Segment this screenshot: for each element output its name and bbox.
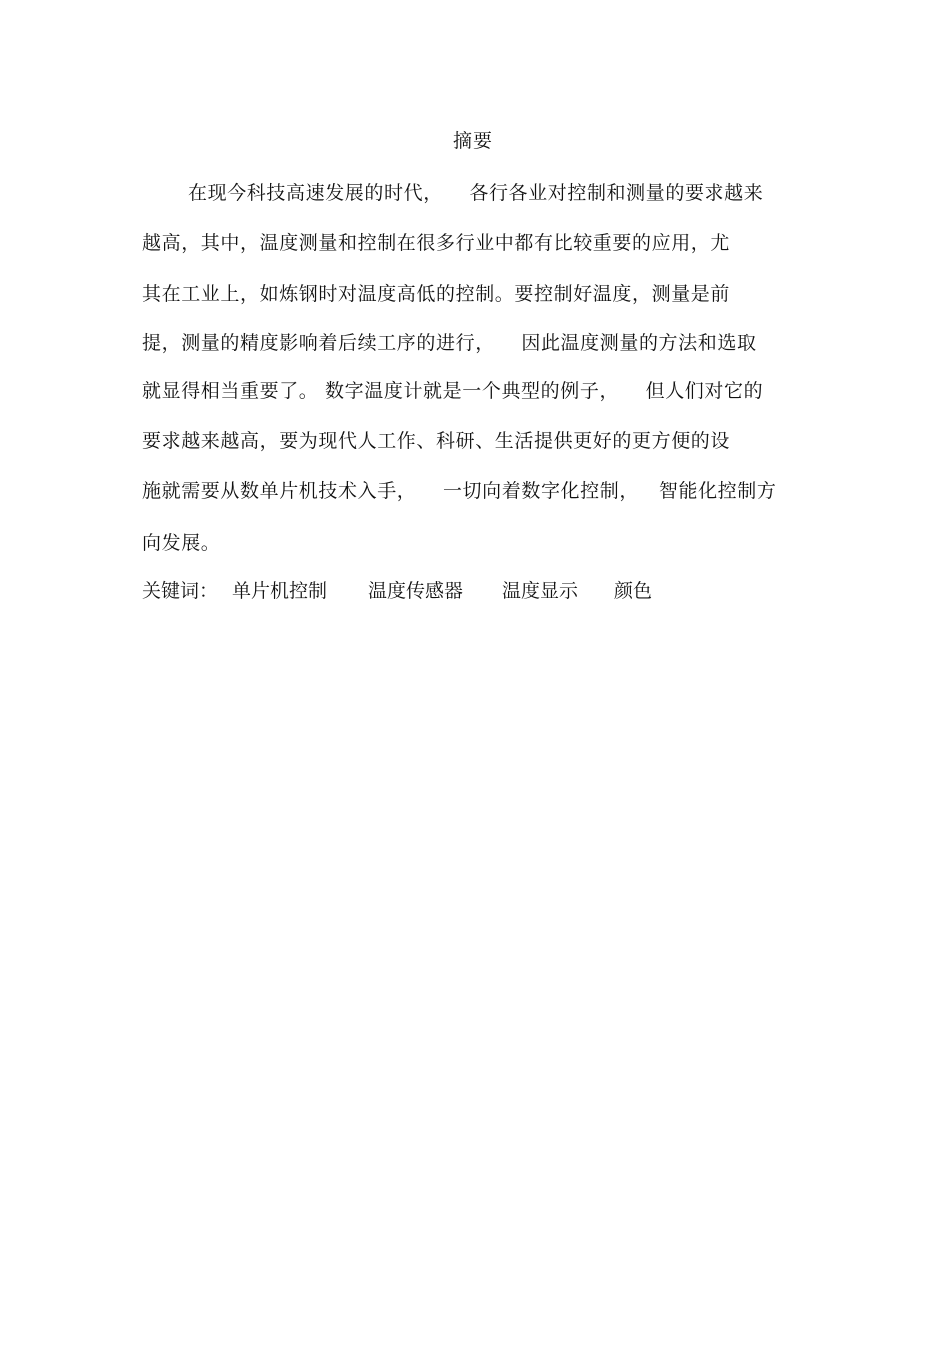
paragraph-line-7: 施就需要从数单片机技术入手， 一切向着数字化控制， 智能化控制方 <box>142 480 777 502</box>
keywords-row <box>142 578 653 760</box>
paragraph-line-1: 在现今科技高速发展的时代， 各行各业对控制和测量的要求越来 <box>188 182 764 204</box>
paragraph-line-4: 提，测量的精度影响着后续工序的进行， 因此温度测量的方法和选取 <box>142 332 757 354</box>
keyword-item: 颜色 <box>614 580 653 602</box>
paragraph-line-8: 向发展。 <box>142 532 221 554</box>
page-title: 摘要 <box>452 130 493 152</box>
keyword-item: 温度显示 <box>502 580 579 602</box>
keywords-label: 关键词： <box>142 580 219 602</box>
paragraph-line-6: 要求越来越高，要为现代人工作、科研、生活提供更好的更方便的设 <box>142 430 731 452</box>
keyword-item: 温度传感器 <box>368 580 464 602</box>
paragraph-line-2: 越高，其中，温度测量和控制在很多行业中都有比较重要的应用，尤 <box>142 232 731 254</box>
keyword-item: 单片机控制 <box>232 580 328 602</box>
paragraph-line-5: 就显得相当重要了。 数字温度计就是一个典型的例子， 但人们对它的 <box>142 380 764 402</box>
paragraph-line-3: 其在工业上，如炼钢时对温度高低的控制。要控制好温度，测量是前 <box>142 283 731 305</box>
